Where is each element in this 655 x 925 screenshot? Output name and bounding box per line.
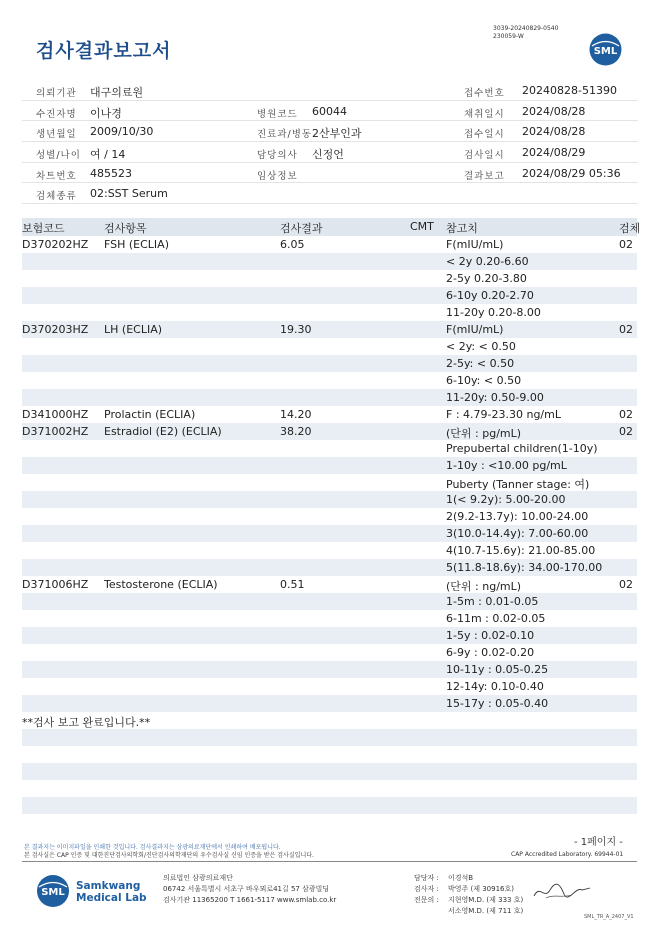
cell-reference: F(mIU/mL) xyxy=(446,323,504,336)
info-label: 채취일시 xyxy=(464,108,505,120)
info-label: 수진자명 xyxy=(36,108,77,120)
table-row xyxy=(22,814,637,831)
cell-reference: (단위 : pg/mL) xyxy=(446,427,522,440)
cap-accreditation: CAP Accredited Laboratory. 69944-01 xyxy=(511,851,624,858)
page-number: - 1페이지 - xyxy=(574,837,623,848)
cell-reference: 5(11.8-18.6y): 34.00-170.00 xyxy=(446,561,603,574)
info-label: 병원코드 xyxy=(257,108,298,120)
patient-info-table xyxy=(22,80,638,204)
cell-result: 6.05 xyxy=(280,238,305,251)
table-row xyxy=(22,338,637,355)
table-row xyxy=(22,695,637,712)
document-id: 3039-20240829-0540 230059-W xyxy=(493,25,559,40)
cell-code: **검사 보고 완료입니다.** xyxy=(22,716,151,729)
cell-reference: 1-5m : 0.01-0.05 xyxy=(446,595,539,608)
table-row xyxy=(22,474,637,491)
info-value: 60044 xyxy=(312,104,347,118)
info-row xyxy=(22,142,638,163)
cell-reference: 6-9y : 0.02-0.20 xyxy=(446,646,535,659)
header-specimen: 검체 xyxy=(619,222,641,235)
info-row xyxy=(22,163,638,184)
table-row xyxy=(22,287,637,304)
info-label: 담당의사 xyxy=(257,150,298,162)
cell-reference: 10-11y : 0.05-0.25 xyxy=(446,663,549,676)
cell-item: LH (ECLIA) xyxy=(104,323,163,336)
cell-result: 38.20 xyxy=(280,425,312,438)
info-label: 검체종류 xyxy=(36,191,77,203)
table-row xyxy=(22,423,637,440)
table-row xyxy=(22,661,637,678)
cell-reference: 1-10y : <10.00 pg/mL xyxy=(446,459,567,472)
cell-specimen: 02 xyxy=(619,238,633,251)
cell-reference: F : 4.79-23.30 ng/mL xyxy=(446,408,561,421)
info-value: 2009/10/30 xyxy=(90,125,154,139)
cell-item: FSH (ECLIA) xyxy=(104,238,169,251)
info-value: 신정언 xyxy=(312,148,344,162)
info-label: 차트번호 xyxy=(36,170,77,182)
table-row xyxy=(22,270,637,287)
form-id: SML_TR_A_2407_V1 xyxy=(584,914,634,920)
cell-reference: < 2y: < 0.50 xyxy=(446,340,516,353)
info-label: 진료과/병동 xyxy=(257,129,313,141)
page-title: 검사결과보고서 xyxy=(36,40,172,62)
table-row xyxy=(22,321,637,338)
header-code: 보험코드 xyxy=(22,222,65,235)
info-label: 임상정보 xyxy=(257,170,298,182)
svg-text:SML: SML xyxy=(593,46,618,57)
table-row xyxy=(22,712,637,729)
table-row xyxy=(22,593,637,610)
cell-code: D370203HZ xyxy=(22,323,89,336)
table-row xyxy=(22,576,637,593)
cell-item: Prolactin (ECLIA) xyxy=(104,408,196,421)
info-row xyxy=(22,121,638,142)
footer-divider xyxy=(22,861,637,862)
cell-code: D371002HZ xyxy=(22,425,89,438)
info-row xyxy=(22,183,638,204)
cell-result: 0.51 xyxy=(280,578,305,591)
table-row xyxy=(22,780,637,797)
cell-code: D371006HZ xyxy=(22,578,89,591)
cell-reference: 15-17y : 0.05-0.40 xyxy=(446,697,549,710)
info-label: 의뢰기관 xyxy=(36,88,77,99)
cell-code: D370202HZ xyxy=(22,238,89,251)
cell-code: D341000HZ xyxy=(22,408,89,421)
cell-specimen: 02 xyxy=(619,408,633,421)
info-label: 검사일시 xyxy=(464,150,505,162)
cell-item: Testosterone (ECLIA) xyxy=(104,578,218,591)
cell-reference: 3(10.0-14.4y): 7.00-60.00 xyxy=(446,527,589,540)
info-row xyxy=(22,80,638,101)
cell-reference: Prepubertal children(1-10y) xyxy=(446,442,598,455)
cell-reference: 2-5y 0.20-3.80 xyxy=(446,272,527,285)
results-header-row xyxy=(22,218,641,236)
cell-reference: 1-5y : 0.02-0.10 xyxy=(446,629,535,642)
table-row xyxy=(22,746,637,763)
cell-reference: 11-20y 0.20-8.00 xyxy=(446,306,541,319)
table-row xyxy=(22,610,637,627)
info-value: 2024/08/28 xyxy=(522,125,586,139)
info-label: 성별/나이 xyxy=(36,150,81,162)
info-value: 20240828-51390 xyxy=(522,84,617,97)
table-row xyxy=(22,389,637,406)
table-row xyxy=(22,372,637,389)
header-result: 검사결과 xyxy=(280,222,323,235)
accreditation-note: 본 검사실은 CAP 인증 및 대한진단검사의학회/진단검사의학재단의 우수검사실 신임 인증을 받은 검사실입니다. xyxy=(24,852,314,859)
table-row xyxy=(22,491,637,508)
cell-specimen: 02 xyxy=(619,323,633,336)
cell-reference: 11-20y: 0.50-9.00 xyxy=(446,391,544,404)
info-label: 접수일시 xyxy=(464,129,505,141)
cell-reference: 4(10.7-15.6y): 21.00-85.00 xyxy=(446,544,596,557)
table-row xyxy=(22,253,637,270)
results-body xyxy=(22,236,637,831)
cell-item: Estradiol (E2) (ECLIA) xyxy=(104,425,222,438)
info-label: 접수번호 xyxy=(464,88,505,99)
cell-reference: F(mIU/mL) xyxy=(446,238,504,251)
cell-specimen: 02 xyxy=(619,578,633,591)
cell-specimen: 02 xyxy=(619,425,633,438)
svg-text:SML: SML xyxy=(41,887,65,898)
table-row xyxy=(22,678,637,695)
lab-address: 의료법인 삼광의료재단 06742 서울특별시 서초구 바우뫼로41길 57 삼광빌딩 검사기관 11365200 T 1661-5117 www.smlab.co.kr xyxy=(163,874,337,904)
table-row xyxy=(22,797,637,814)
table-row xyxy=(22,525,637,542)
cell-reference: Puberty (Tanner stage: 여) xyxy=(446,478,590,491)
info-value: 485523 xyxy=(90,166,132,180)
results-table xyxy=(22,218,641,831)
print-note: 본 결과지는 이미지파일을 인쇄한 것입니다. 검사결과지는 삼광의료재단에서 인쇄하여 배포됩니다. xyxy=(24,844,281,851)
table-row xyxy=(22,355,637,372)
header-cmt: CMT xyxy=(410,220,434,233)
info-value: 02:SST Serum xyxy=(90,187,168,201)
header-item: 검사항목 xyxy=(104,222,147,235)
info-label: 결과보고 xyxy=(464,170,505,182)
sml-logo-icon xyxy=(589,33,622,66)
header-reference: 참고치 xyxy=(446,222,478,235)
signature-icon xyxy=(532,880,592,902)
cell-reference: 12-14y: 0.10-0.40 xyxy=(446,680,544,693)
table-row xyxy=(22,763,637,780)
table-row xyxy=(22,729,637,746)
info-row xyxy=(22,101,638,122)
table-row xyxy=(22,627,637,644)
table-row xyxy=(22,304,637,321)
info-value: 2024/08/29 05:36 xyxy=(522,166,621,180)
info-value: 2024/08/29 xyxy=(522,146,586,160)
staff-list: 담당자 : 이경석B 검사자 : 박영주 (제 30916호) 전문의 : 지현영M.D. (제 333 호) 서소영M.D. (제 711 호) xyxy=(414,874,524,915)
table-row xyxy=(22,406,637,423)
cell-reference: 2-5y: < 0.50 xyxy=(446,357,515,370)
info-value: 이나경 xyxy=(90,106,122,120)
table-row xyxy=(22,559,637,576)
brand-name: Samkwang Medical Lab xyxy=(76,880,147,904)
info-value: 2산부인과 xyxy=(312,127,362,141)
info-value: 대구의료원 xyxy=(90,86,144,99)
cell-reference: 2(9.2-13.7y): 10.00-24.00 xyxy=(446,510,589,523)
cell-result: 19.30 xyxy=(280,323,312,336)
cell-result: 14.20 xyxy=(280,408,312,421)
table-row xyxy=(22,542,637,559)
cell-reference: 1(< 9.2y): 5.00-20.00 xyxy=(446,493,566,506)
table-row xyxy=(22,644,637,661)
table-row xyxy=(22,236,637,253)
table-row xyxy=(22,457,637,474)
cell-reference: 6-10y 0.20-2.70 xyxy=(446,289,534,302)
table-row xyxy=(22,508,637,525)
info-label: 생년월일 xyxy=(36,129,77,141)
table-row xyxy=(22,440,637,457)
cell-reference: 6-11m : 0.02-0.05 xyxy=(446,612,546,625)
info-value: 2024/08/28 xyxy=(522,104,586,118)
cell-reference: 6-10y: < 0.50 xyxy=(446,374,522,387)
cell-reference: < 2y 0.20-6.60 xyxy=(446,255,529,268)
cell-reference: (단위 : ng/mL) xyxy=(446,580,522,593)
info-value: 여 / 14 xyxy=(90,148,126,162)
